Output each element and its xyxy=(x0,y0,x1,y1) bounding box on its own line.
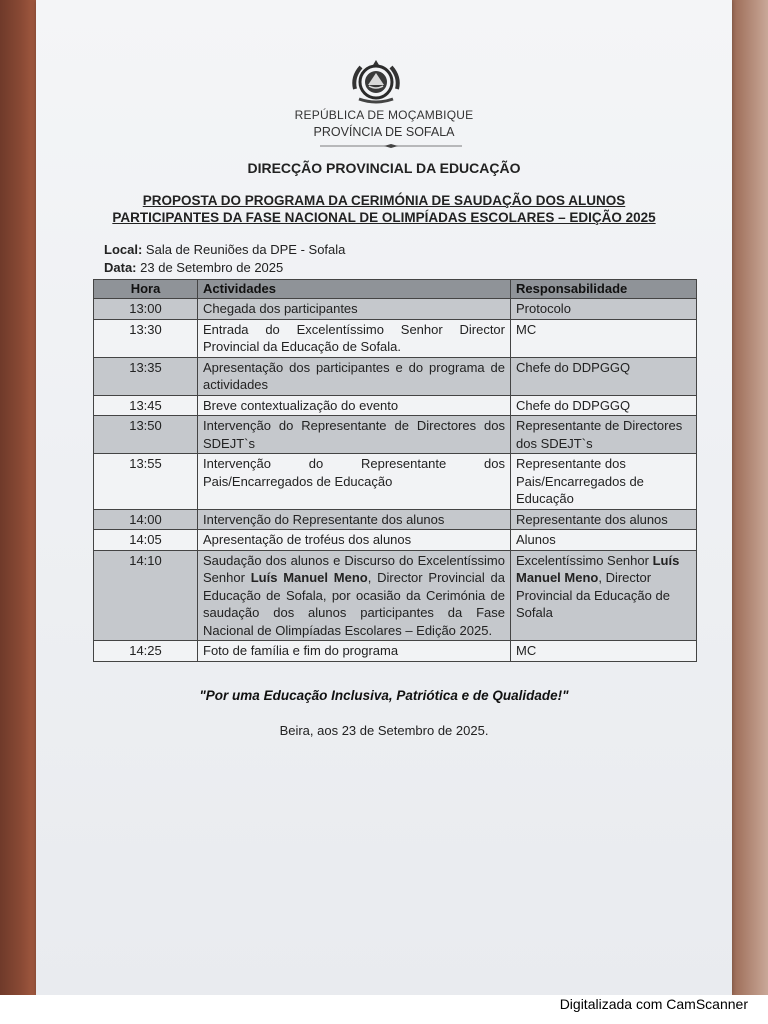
camscanner-watermark: Digitalizada com CamScanner xyxy=(559,996,748,1012)
table-row xyxy=(94,550,697,641)
row-responsible: Representante dos Pais/Encarregados de Educação xyxy=(511,454,697,510)
responsible-text: Excelentíssimo Senhor xyxy=(516,552,653,568)
row-hour: 14:25 xyxy=(94,641,198,662)
location-label: Local: xyxy=(104,242,143,257)
event-date xyxy=(104,260,283,275)
row-hour: 13:45 xyxy=(94,395,198,416)
row-hour: 13:50 xyxy=(94,416,198,454)
row-activity xyxy=(198,550,511,641)
column-header-responsible: Responsabilidade xyxy=(511,280,697,299)
row-hour: 13:55 xyxy=(94,454,198,510)
row-hour: 14:05 xyxy=(94,530,198,551)
row-activity: Breve contextualização do evento xyxy=(198,395,511,416)
row-responsible: Representante dos alunos xyxy=(511,509,697,530)
row-hour: 14:10 xyxy=(94,550,198,641)
table-row xyxy=(94,319,697,357)
row-responsible: MC xyxy=(511,319,697,357)
event-location xyxy=(104,242,345,257)
background-left xyxy=(0,0,36,995)
table-row xyxy=(94,509,697,530)
header-divider xyxy=(320,144,462,148)
table-row xyxy=(94,641,697,662)
column-header-hour: Hora xyxy=(94,280,198,299)
program-table xyxy=(93,279,697,662)
responsible-text: , Director Provincial da Educação de Sofala xyxy=(516,570,670,620)
row-activity: Chegada dos participantes xyxy=(198,299,511,320)
row-activity: Foto de família e fim do programa xyxy=(198,641,511,662)
table-row xyxy=(94,454,697,510)
date-label: Data: xyxy=(104,260,137,275)
directorate-name: DIRECÇÃO PROVINCIAL DA EDUCAÇÃO xyxy=(247,160,521,176)
director-name: Luís Manuel Meno xyxy=(516,552,680,585)
province-name: PROVÍNCIA DE SOFALA xyxy=(313,125,455,139)
column-header-activity: Actividades xyxy=(198,280,511,299)
motto: "Por uma Educação Inclusiva, Patriótica e de Qualidade!" xyxy=(199,688,569,703)
activity-text: , Director Provincial da Educação de Sofala, por ocasião da Cerimónia de saudação dos alunos participantes da Fase Nacional de Olimpíadas Escolares – Edição 2025. xyxy=(203,570,505,638)
document-title-line-1: PROPOSTA DO PROGRAMA DA CERIMÓNIA DE SAUDAÇÃO DOS ALUNOS xyxy=(142,193,626,208)
table-row xyxy=(94,299,697,320)
row-activity: Apresentação de troféus dos alunos xyxy=(198,530,511,551)
background-right xyxy=(732,0,768,995)
row-responsible xyxy=(511,550,697,641)
mozambique-coat-of-arms-icon xyxy=(349,59,403,105)
document-title-line-2: PARTICIPANTES DA FASE NACIONAL DE OLIMPÍADAS ESCOLARES – EDIÇÃO 2025 xyxy=(112,210,656,225)
row-hour: 14:00 xyxy=(94,509,198,530)
activity-text: Saudação dos alunos e Discurso do Excelentíssimo Senhor xyxy=(203,552,505,585)
director-name: Luís Manuel Meno xyxy=(250,570,368,585)
row-responsible: Representante de Directores dos SDEJT`s xyxy=(511,416,697,454)
row-responsible: Protocolo xyxy=(511,299,697,320)
row-responsible: Alunos xyxy=(511,530,697,551)
row-activity: Intervenção do Representante dos Pais/Encarregados de Educação xyxy=(198,454,511,510)
country-name: REPÚBLICA DE MOÇAMBIQUE xyxy=(294,108,474,122)
date-value: 23 de Setembro de 2025 xyxy=(140,260,284,275)
row-hour: 13:30 xyxy=(94,319,198,357)
row-hour: 13:35 xyxy=(94,357,198,395)
row-responsible: MC xyxy=(511,641,697,662)
table-row xyxy=(94,530,697,551)
place-and-date: Beira, aos 23 de Setembro de 2025. xyxy=(279,723,489,738)
row-responsible: Chefe do DDPGGQ xyxy=(511,395,697,416)
row-hour: 13:00 xyxy=(94,299,198,320)
row-activity: Apresentação dos participantes e do programa de actividades xyxy=(198,357,511,395)
table-row xyxy=(94,395,697,416)
table-row xyxy=(94,357,697,395)
row-activity: Intervenção do Representante de Directores dos SDEJT`s xyxy=(198,416,511,454)
table-row xyxy=(94,416,697,454)
row-activity: Entrada do Excelentíssimo Senhor Director Provincial da Educação de Sofala. xyxy=(198,319,511,357)
location-value: Sala de Reuniões da DPE - Sofala xyxy=(145,242,346,257)
row-activity: Intervenção do Representante dos alunos xyxy=(198,509,511,530)
row-responsible: Chefe do DDPGGQ xyxy=(511,357,697,395)
table-header-row xyxy=(94,280,697,299)
